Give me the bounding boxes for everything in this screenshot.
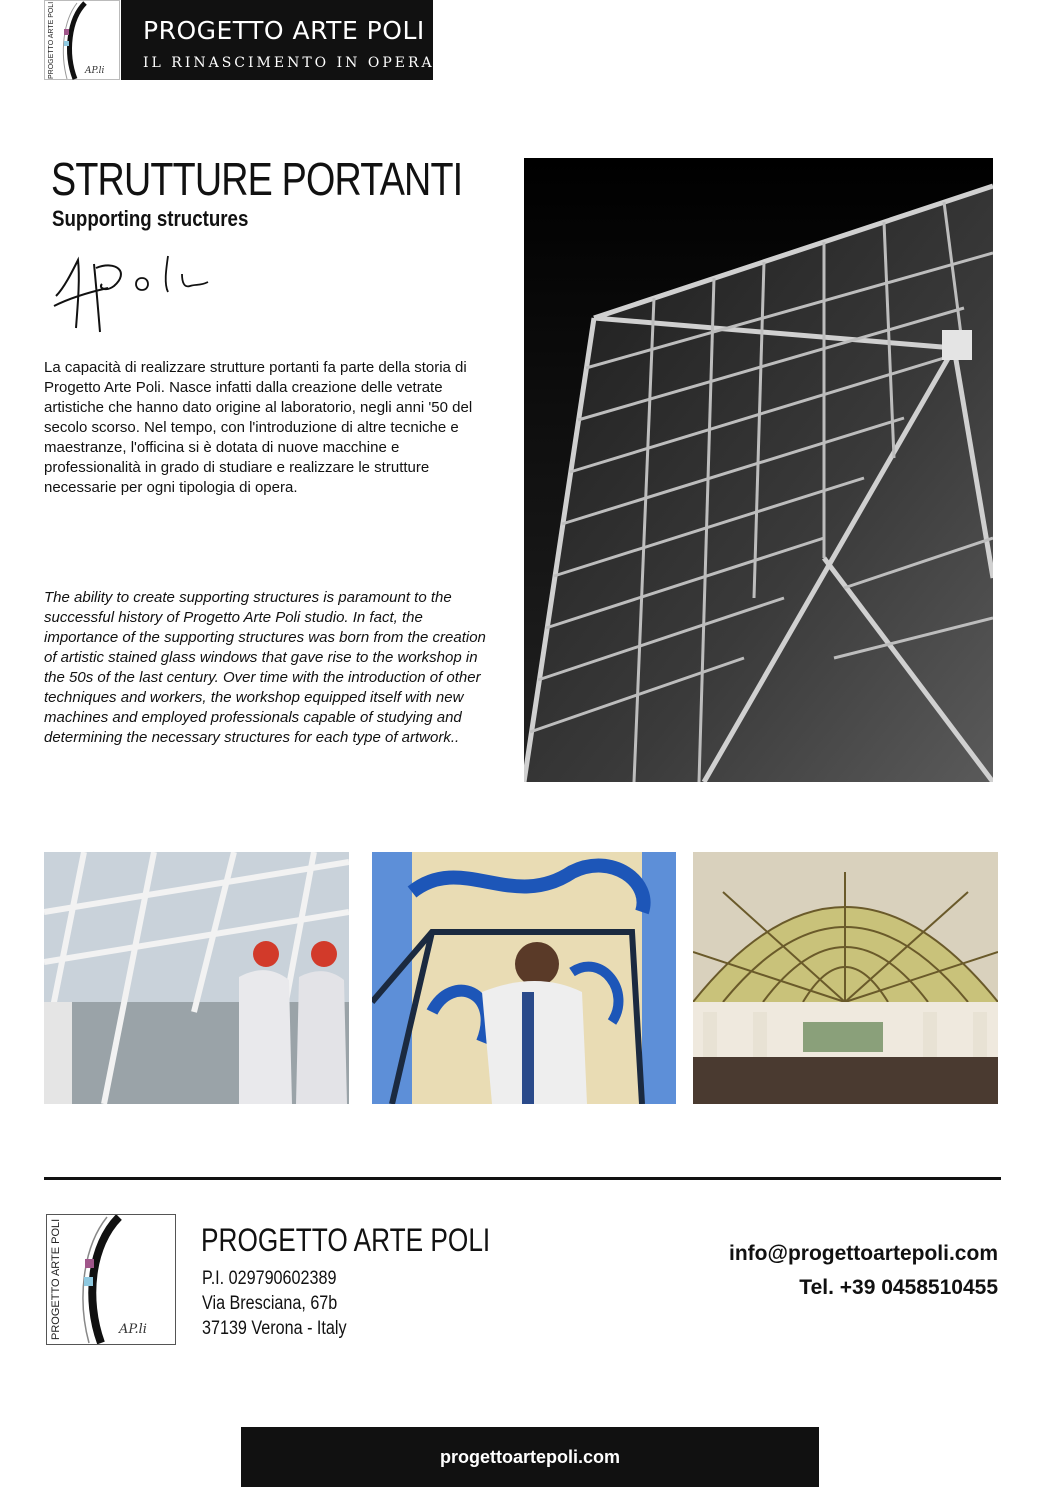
page-title: STRUTTURE PORTANTI: [51, 153, 463, 205]
logo-title: PROGETTO ARTE POLI: [143, 16, 425, 45]
gallery-photo-installation: [372, 852, 676, 1104]
footer-divider: [44, 1177, 1001, 1180]
gallery-photo-dome-hall: [693, 852, 998, 1104]
footer-phone-link[interactable]: Tel. +39 0458510455: [799, 1276, 998, 1299]
footer-email-link[interactable]: info@progettoartepoli.com: [729, 1242, 998, 1265]
body-text-english: The ability to create supporting structures is paramount to the successful history of Progetto Arte Poli studio. In fact, the importance of the supporting structures was born from the creation of artistic stained glass windows that gave rise to the workshop in the 50s of the last century. Over time with the introduction of other techniques and workers, the workshop equipped itself with new machines and employed professionals capable of studying and determining the necessary structures for each type of artwork..: [44, 589, 486, 746]
logo-band: [121, 0, 433, 80]
footer-logo: [46, 1214, 176, 1345]
gallery-photo-workers: [44, 852, 349, 1104]
signature-image: [50, 248, 220, 336]
footer-logo-signature: AP.li: [119, 1322, 147, 1337]
footer-vat: P.I. 029790602389: [202, 1268, 337, 1289]
footer-address-line2: 37139 Verona - Italy: [202, 1318, 347, 1339]
logo-arc-graphic: [45, 1, 121, 81]
website-label: progettoartepoli.com: [439, 1446, 620, 1467]
svg-text:PROGETTO ARTE POLI: PROGETTO ARTE POLI: [48, 1, 55, 79]
footer-logo-text: PROGETTO ARTE POLI: [50, 1218, 62, 1340]
website-link[interactable]: [241, 1427, 819, 1487]
logo-signature: AP.li: [85, 66, 105, 76]
logo-tagline: IL RINASCIMENTO IN OPERA: [143, 55, 435, 71]
hero-photo: [524, 158, 993, 782]
body-text-italian: La capacità di realizzare strutture portanti fa parte della storia di Progetto Arte Poli. Nasce infatti dalla creazione delle vetrate artistiche che hanno dato origine al laboratorio, negli anni '50 del secolo scorso. Nel tempo, con l'introduzione di altre tecniche e maestranze, l'officina si è dotata di nuove macchine e professionalità in grado di studiare e realizzare le strutture necessarie per ogni tipologia di opera.: [44, 359, 473, 496]
footer-company-name: PROGETTO ARTE POLI: [201, 1222, 491, 1258]
footer-address-line1: Via Bresciana, 67b: [202, 1293, 338, 1314]
page-subtitle: Supporting structures: [52, 206, 249, 231]
logo-mark: [44, 0, 120, 80]
